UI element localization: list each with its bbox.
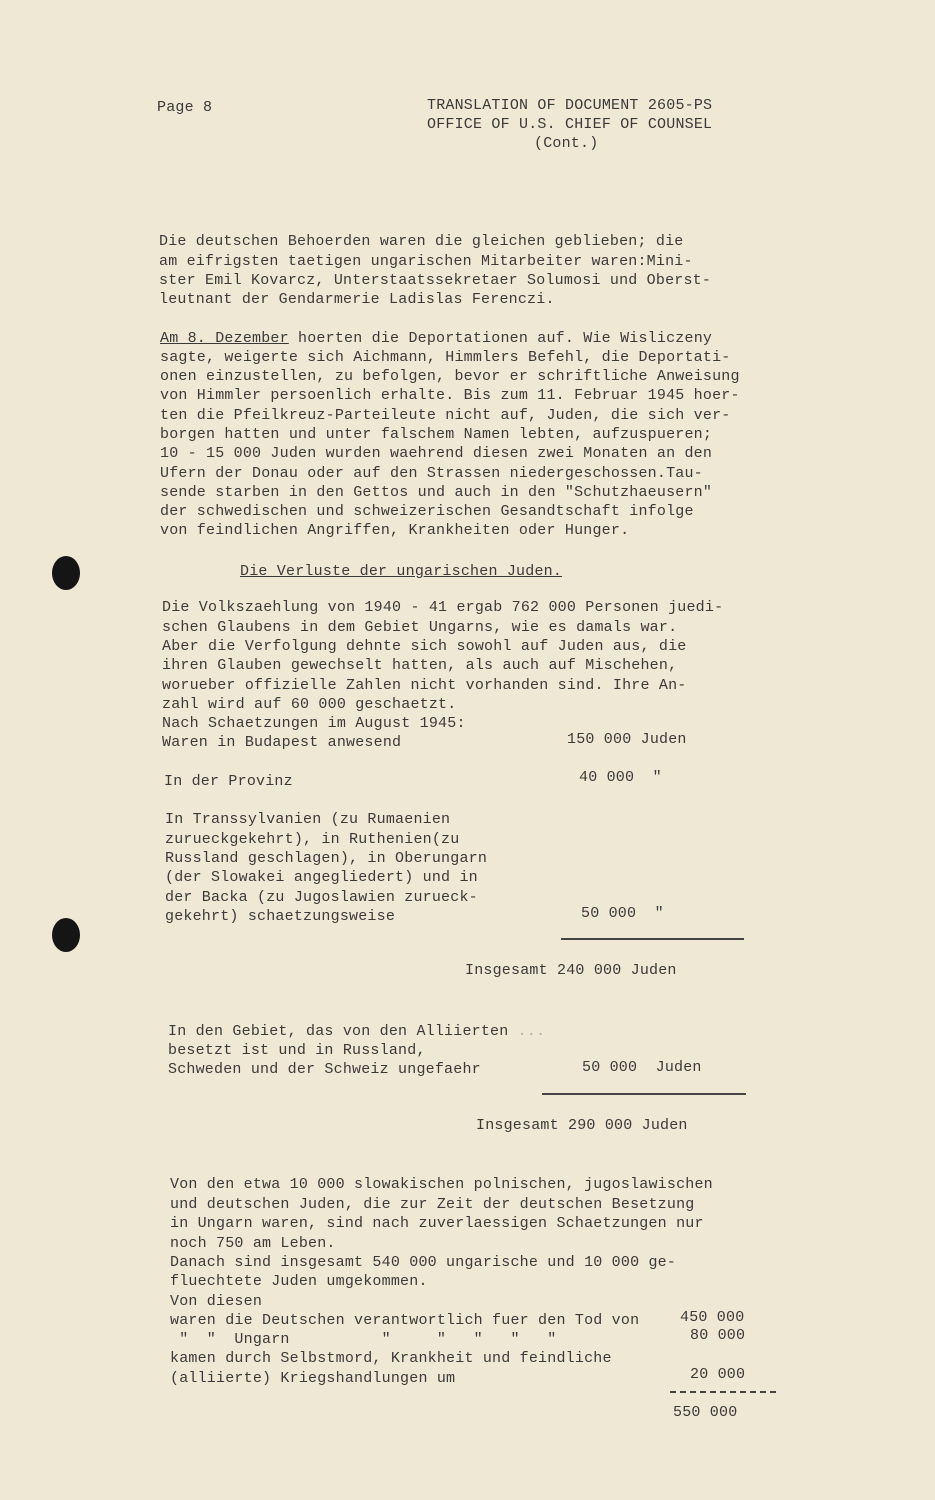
germans-value: 450 000 (680, 1309, 745, 1326)
punch-hole-upper (52, 556, 80, 590)
text-line: Die deutschen Behoerden waren die gleichen geblieben; die (159, 233, 684, 250)
transylvania-line: In Transsylvanien (zu Rumaenien (165, 811, 451, 828)
text-line: Von den etwa 10 000 slowakischen polnischen, jugoslawischen (170, 1176, 713, 1193)
text-line: von Himmler persoenlich erhalte. Bis zum 11. Februar 1945 hoer- (160, 387, 740, 404)
text-line: borgen hatten und unter falschem Namen lebten, aufzuspueren; (160, 426, 713, 443)
text-line: onen einzustellen, zu befolgen, bevor er schriftliche Anweisung (160, 368, 740, 385)
header-title-line1: TRANSLATION OF DOCUMENT 2605-PS (427, 97, 713, 114)
allied-line: besetzt ist und in Russland, (168, 1042, 426, 1059)
budapest-value: 150 000 Juden (567, 731, 687, 748)
allied-line: In den Gebiet, das von den Alliierten ... (168, 1023, 546, 1040)
text-line: ten die Pfeilkreuz-Parteileute nicht auf, Juden, die sich ver- (160, 407, 731, 424)
grand-total: 550 000 (673, 1404, 738, 1421)
other-line: (alliierte) Kriegshandlungen um (170, 1370, 456, 1387)
date-underlined: Am 8. Dezember (160, 330, 289, 347)
text-line: am eifrigsten taetigen ungarischen Mitarbeiter waren:Mini- (159, 253, 693, 270)
subtotal-rule-1 (561, 938, 744, 940)
transylvania-line: zurueckgekehrt), in Ruthenien(zu (165, 831, 460, 848)
text-line: ihren Glauben gewechselt hatten, als auch auf Mischehen, (162, 657, 678, 674)
text-line: Danach sind insgesamt 540 000 ungarische und 10 000 ge- (170, 1254, 677, 1271)
faded-text: ... (517, 1023, 546, 1040)
subtotal-rule-2 (542, 1093, 746, 1095)
other-line: kamen durch Selbstmord, Krankheit und feindliche (170, 1350, 612, 1367)
total-290000: Insgesamt 290 000 Juden (476, 1117, 688, 1134)
text-line: 10 - 15 000 Juden wurden waehrend diesen zwei Monaten an den (160, 445, 713, 462)
germans-label: waren die Deutschen verantwortlich fuer den Tod von (170, 1312, 640, 1329)
text-line: leutnant der Gendarmerie Ladislas Ferenczi. (159, 291, 555, 308)
text-line: der schwedischen und schweizerischen Gesandtschaft infolge (160, 503, 694, 520)
text-line: Von diesen (170, 1293, 263, 1310)
transylvania-line: (der Slowakei angegliedert) und in (165, 869, 478, 886)
allied-line: Schweden und der Schweiz ungefaehr (168, 1061, 481, 1078)
text-line: Aber die Verfolgung dehnte sich sowohl auf Juden aus, die (162, 638, 687, 655)
grand-total-rule (670, 1391, 776, 1393)
section-heading: Die Verluste der ungarischen Juden. (240, 563, 563, 580)
header-title-line3: (Cont.) (534, 135, 599, 152)
header-title-line2: OFFICE OF U.S. CHIEF OF COUNSEL (427, 116, 713, 133)
hungarians-label: " " Ungarn " " " " " (170, 1331, 557, 1348)
punch-hole-lower (52, 918, 80, 952)
text-line: Die Volkszaehlung von 1940 - 41 ergab 762 000 Personen juedi- (162, 599, 724, 616)
text-line: schen Glaubens in dem Gebiet Ungarns, wie es damals war. (162, 619, 678, 636)
text-line: zahl wird auf 60 000 geschaetzt. (162, 696, 457, 713)
other-value: 20 000 (690, 1366, 746, 1383)
text-line: fluechtete Juden umgekommen. (170, 1273, 428, 1290)
text-line: und deutschen Juden, die zur Zeit der deutschen Besetzung (170, 1196, 695, 1213)
text-line: worueber offizielle Zahlen nicht vorhanden sind. Ihre An- (162, 677, 687, 694)
text-line: sende starben in den Gettos und auch in den "Schutzhaeusern" (160, 484, 713, 501)
hungarians-value: 80 000 (690, 1327, 746, 1344)
budapest-label: Waren in Budapest anwesend (162, 734, 402, 751)
transylvania-value: 50 000 " (581, 905, 664, 922)
text-line: noch 750 am Leben. (170, 1235, 336, 1252)
transylvania-line: gekehrt) schaetzungsweise (165, 908, 396, 925)
allied-value: 50 000 Juden (582, 1059, 702, 1076)
text-line: sagte, weigerte sich Aichmann, Himmlers Befehl, die Deportati- (160, 349, 731, 366)
province-label: In der Provinz (164, 773, 293, 790)
text-line: von feindlichen Angriffen, Krankheiten oder Hunger. (160, 522, 630, 539)
transylvania-line: Russland geschlagen), in Oberungarn (165, 850, 488, 867)
page-label: Page 8 (157, 99, 213, 116)
text-line: ster Emil Kovarcz, Unterstaatssekretaer Solumosi und Oberst- (159, 272, 712, 289)
text-line: in Ungarn waren, sind nach zuverlaessigen Schaetzungen nur (170, 1215, 704, 1232)
transylvania-line: der Backa (zu Jugoslawien zurueck- (165, 889, 478, 906)
text-line: Ufern der Donau oder auf den Strassen niedergeschossen.Tau- (160, 465, 703, 482)
province-value: 40 000 " (579, 769, 662, 786)
text-line: Nach Schaetzungen im August 1945: (162, 715, 466, 732)
text-line: Am 8. Dezember hoerten die Deportationen auf. Wie Wisliczeny (160, 330, 713, 347)
total-240000: Insgesamt 240 000 Juden (465, 962, 677, 979)
